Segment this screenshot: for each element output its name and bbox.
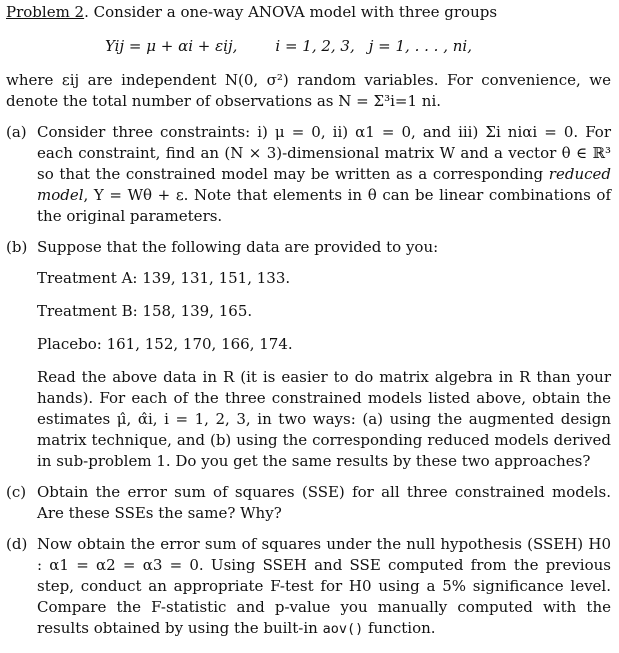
problem-label: Problem 2: [6, 3, 85, 21]
part-a-emphasis: reduced model: [37, 165, 611, 204]
data-block: [37, 268, 611, 355]
model-description: where εij are independent N(0, σ²) random variables. For convenience, we denote the total number of observations as N = Σ³i=1 ni.: [6, 71, 611, 110]
part-b-body: [37, 237, 611, 472]
problem-heading: [6, 2, 611, 23]
part-d-label: (d): [6, 535, 28, 553]
part-b-label: (b): [6, 238, 28, 256]
part-a-text-1: Consider three constraints: i) μ = 0, ii) α1 = 0, and iii) Σi niαi = 0. For each constraint, find an (N × 3)-dimensional matrix W and a vector θ ∈ ℝ³ so that the constrained model may be written as a corresponding: [37, 123, 611, 183]
part-a-body: [37, 122, 611, 227]
part-a: [6, 122, 611, 227]
part-d-text-2: function.: [363, 619, 436, 637]
problem-intro: . Consider a one-way ANOVA model with three groups: [84, 3, 498, 21]
part-b: [6, 237, 611, 472]
part-d-body: [37, 534, 611, 640]
part-a-label: (a): [6, 123, 27, 141]
index-j-range: j = 1, . . . , ni,: [368, 37, 472, 55]
part-c-label: (c): [6, 483, 27, 501]
aov-function-code: aov(): [322, 621, 364, 637]
index-i-range: i = 1, 2, 3,: [275, 37, 355, 55]
data-placebo: Placebo: 161, 152, 170, 166, 174.: [37, 335, 293, 353]
part-b-instructions: Read the above data in R (it is easier to do matrix algebra in R than your hands). For each of the three constrained models listed above, obtain the estimates μ̂, α̂i, i = 1, 2, 3, in two ways: (a) using the augmented design matrix technique, and (b) using the corresponding reduced models derived in sub-problem 1. Do you get the same results by these two approaches?: [37, 368, 611, 470]
data-treatment-a: Treatment A: 139, 131, 151, 133.: [37, 269, 291, 287]
part-c-body: Obtain the error sum of squares (SSE) for all three constrained models. Are these SSEs the same? Why?: [37, 483, 611, 522]
model-formula: Yij = μ + αi + εij,: [105, 37, 238, 55]
part-d: [6, 534, 611, 640]
model-equation: [6, 36, 611, 57]
part-d-text-1: Now obtain the error sum of squares under the null hypothesis (SSEH) H0 : α1 = α2 = α3 = 0. Using SSEH and SSE computed from the previous step, conduct an appropriate F-test for H0 using a 5% significance level. Compare the F-statistic and p-value you manually computed with the results obtained by using the built-in: [37, 535, 611, 637]
data-treatment-b: Treatment B: 158, 139, 165.: [37, 302, 253, 320]
part-b-text: Suppose that the following data are provided to you:: [37, 238, 439, 256]
part-c: [6, 482, 611, 524]
part-a-text-2: , Y = Wθ + ε. Note that elements in θ can be linear combinations of the original parameters.: [37, 186, 611, 225]
